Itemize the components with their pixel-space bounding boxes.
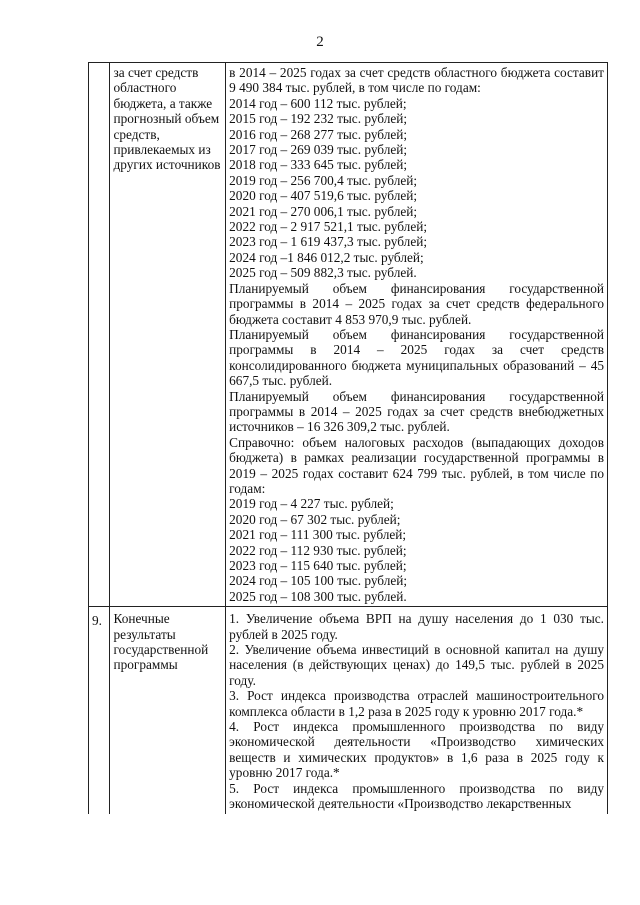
- content-line: 2024 год – 105 100 тыс. рублей;: [229, 573, 408, 589]
- content-line: 2017 год – 269 039 тыс. рублей;: [229, 142, 408, 158]
- content-line: 2021 год – 111 300 тыс. рублей;: [229, 527, 407, 543]
- content-paragraph: Планируемый объем финансирования государственной программы в 2014 – 2025 годах за счет средств консолидированного бюджета муниципальных образований – 45 667,5 тыс. рублей.: [229, 326, 604, 389]
- content-paragraph: Справочно: объем налоговых расходов (выпадающих доходов бюджета) в рамках реализации государственной программы в 2019 – 2025 годах составит 624 799 тыс. рублей, в том числе по годам:: [229, 434, 604, 496]
- program-passport-table: [88, 62, 608, 814]
- content-line: 2019 год – 4 227 тыс. рублей;: [229, 496, 394, 512]
- content-line: 2020 год – 407 519,6 тыс. рублей;: [229, 188, 418, 204]
- content-paragraph: в 2014 – 2025 годах за счет средств областного бюджета составит 9 490 384 тыс. рублей, в том числе по годам:: [229, 65, 604, 96]
- row-name: Конечные результаты государственной программы: [113, 611, 209, 673]
- row-number-cell: [89, 607, 110, 814]
- content-line: 2019 год – 256 700,4 тыс. рублей;: [229, 172, 418, 188]
- table-row-financing: [89, 63, 608, 607]
- table-row-results: [89, 607, 608, 814]
- content-paragraph: 3. Рост индекса производства отраслей машиностроительного комплекса области в 1,2 раза в 2025 году к уровню 2017 года.*: [229, 688, 604, 719]
- row-content-cell: [226, 607, 608, 814]
- content-paragraph: 2. Увеличение объема инвестиций в основной капитал на душу населения (в действующих ценах) до 149,5 тыс. рублей в 2025 году.: [229, 642, 604, 688]
- content-line: 2018 год – 333 645 тыс. рублей;: [229, 157, 408, 173]
- row-name-cell: [110, 607, 226, 814]
- content-paragraph: 4. Рост индекса промышленного производства по виду экономической деятельности «Производство химических веществ и химических продуктов» в 1,6 раза в 2025 году к уровню 2017 года.*: [229, 719, 604, 781]
- content-line: 2014 год – 600 112 тыс. рублей;: [229, 95, 407, 111]
- content-line: 2022 год – 112 930 тыс. рублей;: [229, 542, 407, 558]
- content-line: 2020 год – 67 302 тыс. рублей;: [229, 511, 401, 527]
- content-line: 2023 год – 115 640 тыс. рублей;: [229, 558, 407, 573]
- row-content-cell: [226, 63, 608, 607]
- content-line: 2023 год – 1 619 437,3 тыс. рублей;: [229, 234, 428, 250]
- page-number: 2: [316, 34, 324, 50]
- content-line: 2022 год – 2 917 521,1 тыс. рублей;: [229, 219, 428, 235]
- content-line: 2015 год – 192 232 тыс. рублей;: [229, 111, 408, 127]
- content-paragraph: Планируемый объем финансирования государственной программы в 2014 – 2025 годах за счет средств федерального бюджета составит 4 853 970,9 тыс. рублей.: [229, 280, 604, 327]
- content-line: 2021 год – 270 006,1 тыс. рублей;: [229, 203, 418, 219]
- content-paragraph: Планируемый объем финансирования государственной программы в 2014 – 2025 годах за счет средств внебюджетных источников – 16 326 309,2 тыс. рублей.: [229, 388, 604, 435]
- content-line: 2025 год – 509 882,3 тыс. рублей.: [229, 265, 417, 281]
- content-line: 2025 год – 108 300 тыс. рублей.: [229, 588, 407, 604]
- content-line: 2016 год – 268 277 тыс. рублей;: [229, 126, 408, 142]
- row-name-cell: [110, 63, 226, 607]
- content-line: 2024 год –1 846 012,2 тыс. рублей;: [229, 249, 424, 265]
- row-number-cell: [89, 63, 110, 607]
- content-paragraph: 1. Увеличение объема ВРП на душу населения до 1 030 тыс. рублей в 2025 году.: [229, 611, 604, 642]
- row-number: 9.: [92, 613, 102, 629]
- row-name: за счет средств областного бюджета, а также прогнозный объем средств, привлекаемых из других источников: [113, 65, 221, 173]
- content-paragraph: 5. Рост индекса промышленного производства по виду экономической деятельности «Производство лекарственных: [229, 780, 604, 812]
